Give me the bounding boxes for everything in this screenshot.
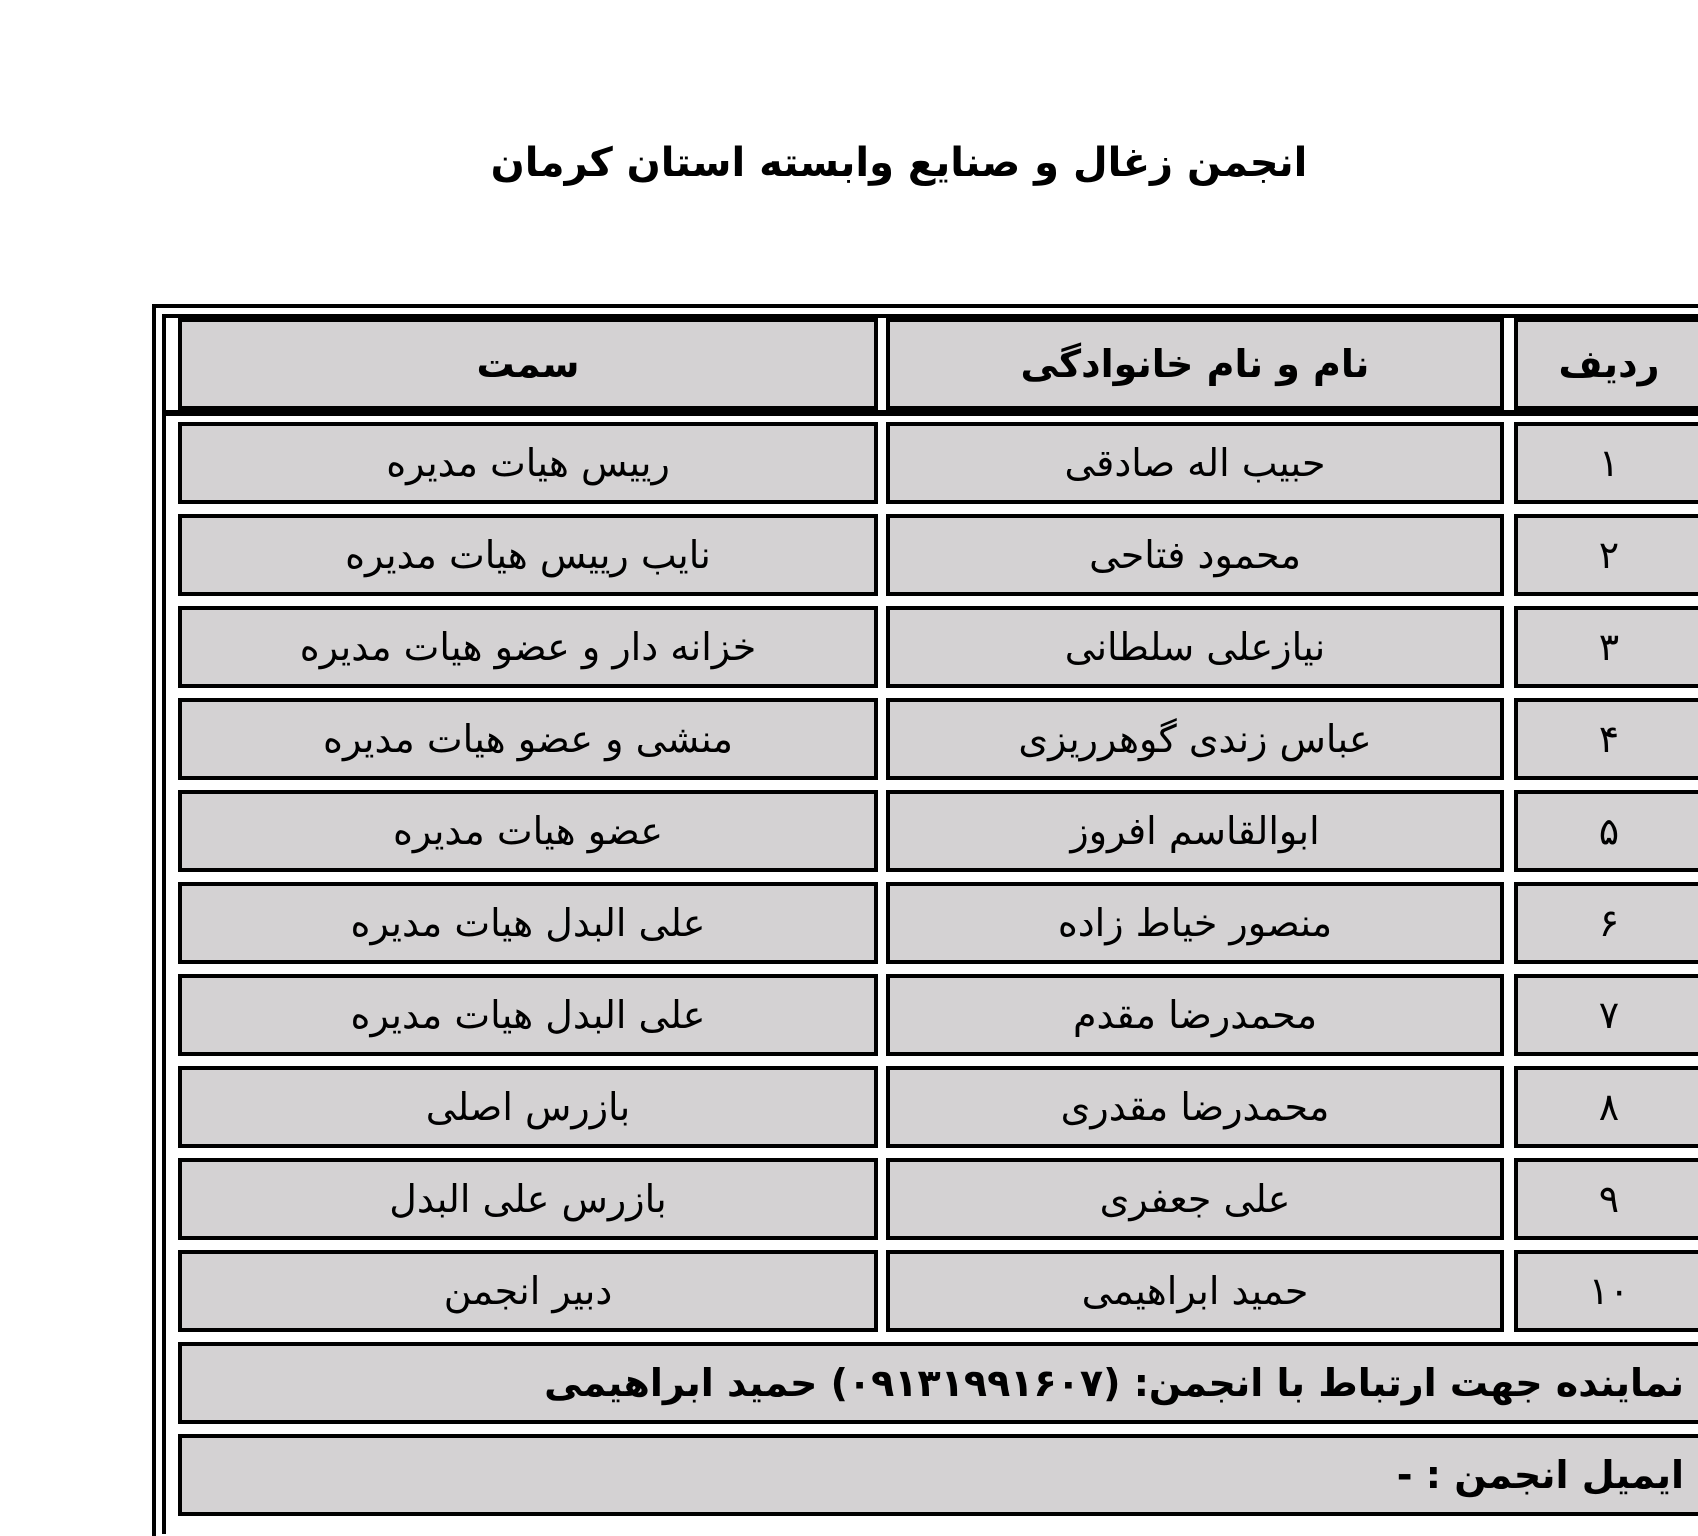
member-name: محمود فتاحی [886, 514, 1504, 596]
table-row [166, 514, 1698, 596]
members-table [152, 304, 1698, 1536]
member-name: محمدرضا مقدری [886, 1066, 1504, 1148]
row-number: ۸ [1514, 1066, 1698, 1148]
header-row-number: ردیف [1514, 318, 1698, 410]
member-name: محمدرضا مقدم [886, 974, 1504, 1056]
member-name: ابوالقاسم افروز [886, 790, 1504, 872]
member-role: منشی و عضو هیات مدیره [178, 698, 878, 780]
document-title: انجمن زغال و صنایع وابسته استان کرمان [490, 140, 1308, 186]
table-row [166, 1250, 1698, 1332]
member-role: عضو هیات مدیره [178, 790, 878, 872]
header-separator [166, 410, 1698, 416]
member-name: منصور خیاط زاده [886, 882, 1504, 964]
email-row [166, 1434, 1698, 1516]
representative-text: نماینده جهت ارتباط با انجمن: (۰۹۱۳۱۹۹۱۶۰۷) حمید ابراهیمی [544, 1361, 1684, 1405]
row-number: ۶ [1514, 882, 1698, 964]
table-row [166, 606, 1698, 688]
row-number: ۱۰ [1514, 1250, 1698, 1332]
member-role: بازرس اصلی [178, 1066, 878, 1148]
member-role: رییس هیات مدیره [178, 422, 878, 504]
table-row [166, 882, 1698, 964]
table-row [166, 1158, 1698, 1240]
table-row [166, 422, 1698, 504]
row-number: ۷ [1514, 974, 1698, 1056]
member-role: بازرس علی البدل [178, 1158, 878, 1240]
table-row [166, 974, 1698, 1056]
member-role: علی البدل هیات مدیره [178, 974, 878, 1056]
member-role: دبیر انجمن [178, 1250, 878, 1332]
member-name: علی جعفری [886, 1158, 1504, 1240]
row-number: ۹ [1514, 1158, 1698, 1240]
header-full-name: نام و نام خانوادگی [886, 318, 1504, 410]
row-number: ۱ [1514, 422, 1698, 504]
representative-row [166, 1342, 1698, 1424]
header-position: سمت [178, 318, 878, 410]
member-role: خزانه دار و عضو هیات مدیره [178, 606, 878, 688]
member-name: نیازعلی سلطانی [886, 606, 1504, 688]
member-role: نایب رییس هیات مدیره [178, 514, 878, 596]
email-cell [178, 1434, 1698, 1516]
row-number: ۳ [1514, 606, 1698, 688]
member-name: حمید ابراهیمی [886, 1250, 1504, 1332]
row-number: ۴ [1514, 698, 1698, 780]
representative-cell [178, 1342, 1698, 1424]
member-role: علی البدل هیات مدیره [178, 882, 878, 964]
table-row [166, 790, 1698, 872]
row-number: ۵ [1514, 790, 1698, 872]
member-name: عباس زندی گوهرریزی [886, 698, 1504, 780]
email-text: ایمیل انجمن : - [1396, 1453, 1684, 1497]
row-number: ۲ [1514, 514, 1698, 596]
member-name: حبیب اله صادقی [886, 422, 1504, 504]
members-table-inner [162, 314, 1698, 1534]
table-row [166, 1066, 1698, 1148]
table-header-row [166, 318, 1698, 410]
table-row [166, 698, 1698, 780]
